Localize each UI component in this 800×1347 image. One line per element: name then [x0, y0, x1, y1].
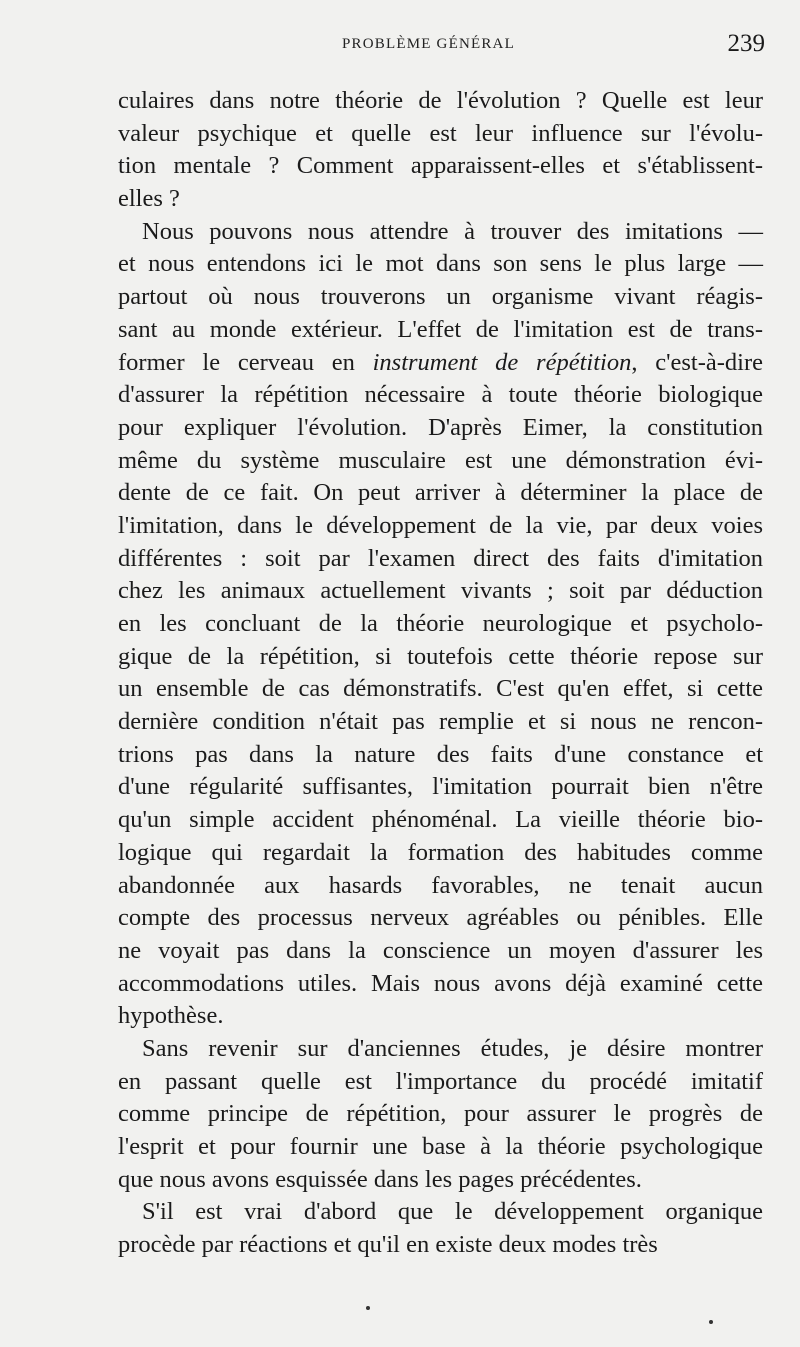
text-line: tion mentale ? Comment apparaissent-elles et s'établissent- [118, 152, 763, 180]
text-line: pour expliquer l'évolution. D'après Eimer, la constitution [118, 413, 763, 441]
text-line: elles ? [118, 185, 180, 213]
text-line: Sans revenir sur d'anciennes études, je désire montrer [142, 1034, 763, 1062]
text-line: procède par réactions et qu'il en existe deux modes très [118, 1231, 658, 1259]
text-line: S'il est vrai d'abord que le développement organique [142, 1198, 763, 1226]
text-line: l'imitation, dans le développement de la vie, par deux voies [118, 511, 763, 539]
text-line: un ensemble de cas démonstratifs. C'est qu'en effet, si cette [118, 675, 763, 703]
paragraph [118, 1033, 763, 1196]
text-line: d'assurer la répétition nécessaire à toute théorie biologique [118, 381, 763, 409]
page-header [118, 30, 763, 60]
ink-speck [709, 1320, 713, 1324]
italic-phrase: instrument de répétition [372, 348, 632, 376]
text-line: accommodations utiles. Mais nous avons déjà examiné cette [118, 969, 763, 997]
text-line: en les concluant de la théorie neurologique et psycholo- [118, 610, 763, 637]
text-line: hypothèse. [118, 1002, 224, 1030]
text-line: comme principe de répétition, pour assurer le progrès de [118, 1100, 763, 1128]
text-line: valeur psychique et quelle est leur influence sur l'évolu- [118, 119, 763, 147]
text-line: même du système musculaire est une démonstration évi- [118, 446, 763, 474]
text-line: l'esprit et pour fournir une base à la théorie psychologique [118, 1133, 763, 1160]
text-line: partout où nous trouverons un organisme vivant réagis- [118, 283, 763, 311]
text-line: qu'un simple accident phénoménal. La vieille théorie bio- [118, 806, 763, 834]
page-number: 239 [727, 30, 765, 57]
text-line: dente de ce fait. On peut arriver à déterminer la place de [118, 479, 763, 507]
text-line: différentes : soit par l'examen direct des faits d'imitation [118, 544, 763, 572]
body-text [118, 85, 763, 1262]
text-line: compte des processus nerveux agréables ou pénibles. Elle [118, 904, 763, 932]
text-line: former le cerveau en instrument de répétition, c'est-à-dire [118, 348, 763, 376]
text-line: dernière condition n'était pas remplie et si nous ne rencon- [118, 708, 763, 736]
ink-speck [366, 1306, 370, 1310]
running-title: PROBLÈME GÉNÉRAL [342, 36, 515, 52]
paragraph [118, 1196, 763, 1261]
text-line: ne voyait pas dans la conscience un moyen d'assurer les [118, 936, 763, 964]
text-line: chez les animaux actuellement vivants ; soit par déduction [118, 577, 763, 605]
text-line: gique de la répétition, si toutefois cette théorie repose sur [118, 642, 763, 670]
text-line: sant au monde extérieur. L'effet de l'imitation est de trans- [118, 315, 763, 343]
text-line: d'une régularité suffisantes, l'imitation pourrait bien n'être [118, 773, 763, 801]
text-line: trions pas dans la nature des faits d'une constance et [118, 740, 763, 768]
text-line: que nous avons esquissée dans les pages précédentes. [118, 1165, 642, 1193]
text-line: logique qui regardait la formation des habitudes comme [118, 838, 763, 866]
text-line: et nous entendons ici le mot dans son sens le plus large — [118, 250, 763, 278]
text-line: en passant quelle est l'importance du procédé imitatif [118, 1067, 763, 1095]
paragraph [118, 85, 763, 216]
paragraph [118, 216, 763, 1033]
text-line: Nous pouvons nous attendre à trouver des imitations — [142, 217, 763, 245]
text-line: abandonnée aux hasards favorables, ne tenait aucun [118, 871, 763, 899]
text-line: culaires dans notre théorie de l'évolution ? Quelle est leur [118, 87, 763, 114]
